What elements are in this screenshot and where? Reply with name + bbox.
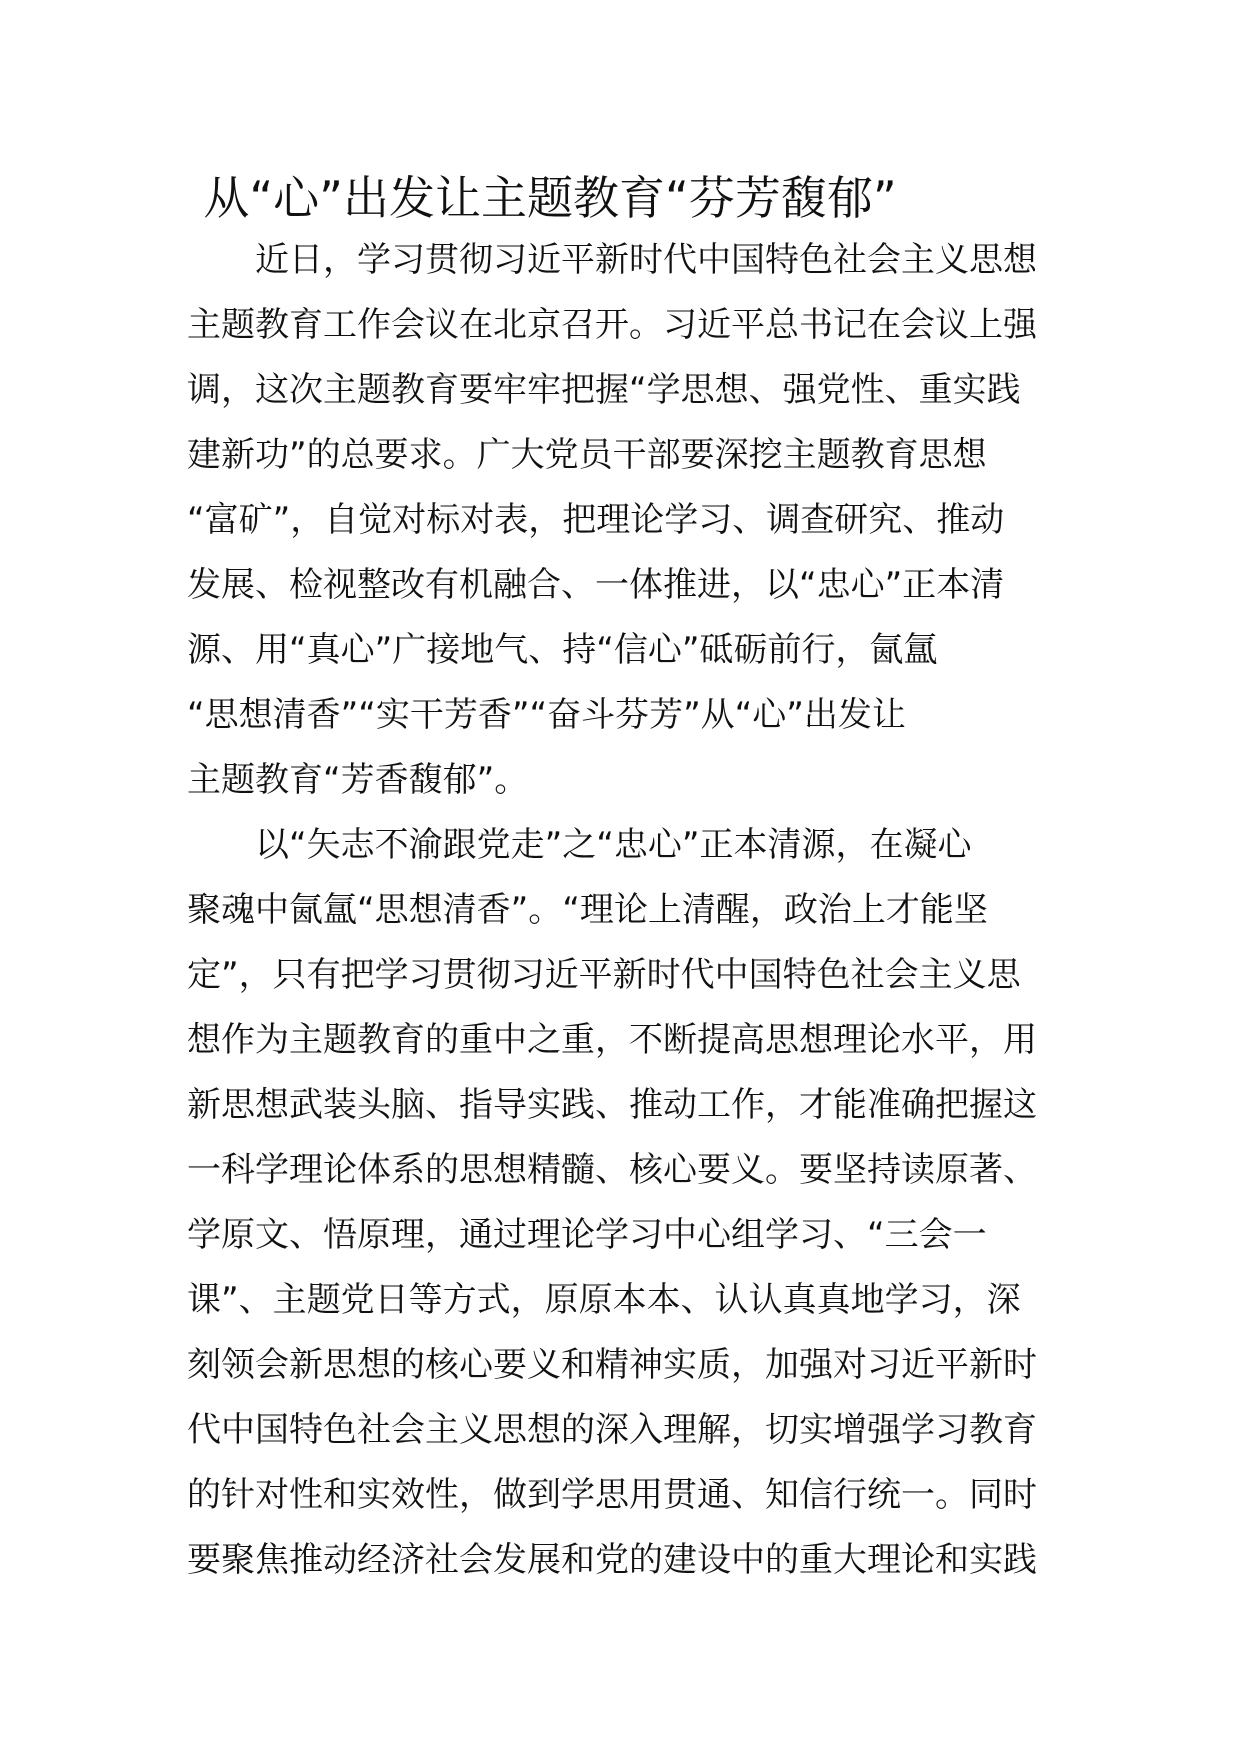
paragraph-line: 要聚焦推动经济社会发展和党的建设中的重大理论和实践 — [187, 1540, 1037, 1580]
paragraph-line: 的针对性和实效性，做到学思用贯通、知信行统一。同时 — [187, 1475, 1037, 1515]
paragraph-line: 近日，学习贯彻习近平新时代中国特色社会主义思想 — [255, 240, 1037, 280]
paragraph-line: 发展、检视整改有机融合、一体推进，以“忠心”正本清 — [187, 565, 1005, 605]
paragraph-line: 刻领会新思想的核心要义和精神实质，加强对习近平新时 — [187, 1345, 1037, 1385]
document-title: 从“心”出发让主题教育“芬芳馥郁” — [203, 171, 897, 225]
paragraph-line: 调，这次主题教育要牢牢把握“学思想、强党性、重实践 — [187, 370, 1021, 410]
document-body — [187, 228, 1057, 1593]
paragraph-line: 定”，只有把学习贯彻习近平新时代中国特色社会主义思 — [187, 955, 1021, 995]
paragraph-line: 想作为主题教育的重中之重，不断提高思想理论水平，用 — [187, 1020, 1037, 1060]
paragraph-line: 新思想武装头脑、指导实践、推动工作，才能准确把握这 — [187, 1085, 1037, 1125]
paragraph-line: 建新功”的总要求。广大党员干部要深挖主题教育思想 — [187, 435, 987, 475]
paragraph-line: 一科学理论体系的思想精髓、核心要义。要坚持读原著、 — [187, 1150, 1037, 1190]
paragraph-line: 聚魂中氤氲“思想清香”。“理论上清醒，政治上才能坚 — [187, 890, 988, 930]
paragraph-line: 课”、主题党日等方式，原原本本、认认真真地学习，深 — [187, 1280, 1021, 1320]
paragraph-line: 主题教育工作会议在北京召开。习近平总书记在会议上强 — [187, 305, 1037, 345]
paragraph-line: 代中国特色社会主义思想的深入理解，切实增强学习教育 — [187, 1410, 1037, 1450]
paragraph-line: 学原文、悟原理，通过理论学习中心组学习、“三会一 — [187, 1215, 987, 1255]
paragraph-line: 主题教育“芳香馥郁”。 — [187, 760, 529, 800]
paragraph-line: 以“矢志不渝跟党走”之“忠心”正本清源，在凝心 — [255, 825, 972, 865]
paragraph-line: “思想清香”“实干芳香”“奋斗芬芳”从“心”出发让 — [187, 695, 906, 735]
paragraph-line: 源、用“真心”广接地气、持“信心”砥砺前行，氤氲 — [187, 630, 938, 670]
paragraph-line: “富矿”，自觉对标对表，把理论学习、调查研究、推动 — [187, 500, 1005, 540]
